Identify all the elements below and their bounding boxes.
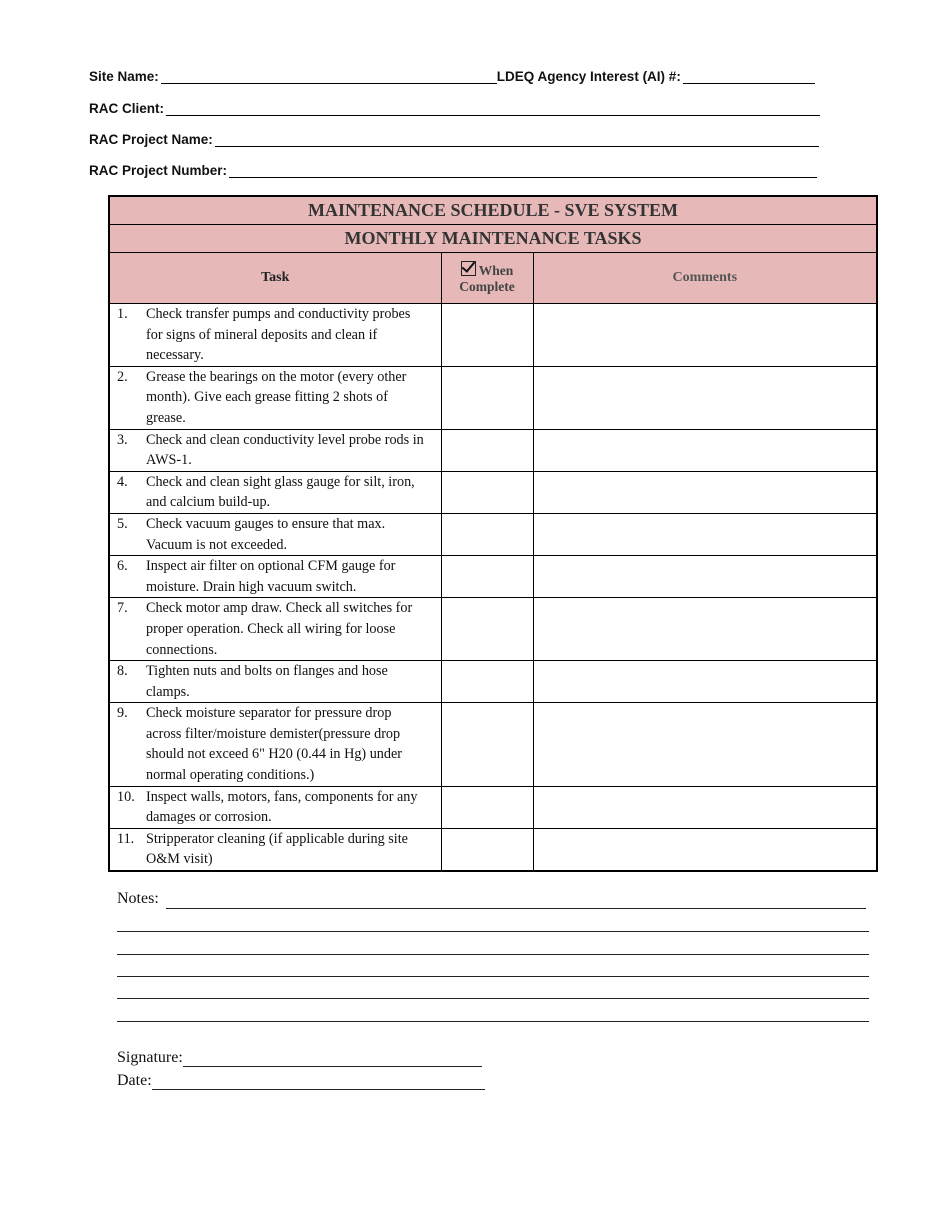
task-number: 3. — [117, 431, 128, 448]
when-complete-cell[interactable] — [441, 471, 533, 513]
signature-label: Signature: — [117, 1049, 183, 1066]
task-cell — [109, 556, 441, 598]
task-text-line: Vacuum is not exceeded. — [146, 536, 288, 553]
task-number: 10. — [117, 788, 135, 805]
when-label: When — [478, 263, 514, 278]
when-complete-column-header — [441, 253, 533, 304]
task-text-line: proper operation. Check all wiring for loose — [146, 620, 396, 637]
table-row — [109, 471, 877, 513]
task-text-line: Check motor amp draw. Check all switches for — [146, 600, 413, 617]
task-text-line: clamps. — [146, 683, 190, 700]
task-text — [146, 304, 437, 366]
task-text-line: grease. — [146, 409, 186, 426]
date-row — [117, 1072, 485, 1090]
table-title: MAINTENANCE SCHEDULE - SVE SYSTEM — [109, 196, 877, 225]
task-text-line: Check transfer pumps and conductivity probes — [146, 306, 411, 322]
task-text-line: connections. — [146, 641, 218, 658]
when-complete-cell[interactable] — [441, 429, 533, 471]
task-number: 7. — [117, 600, 128, 617]
signature-field[interactable] — [183, 1052, 482, 1067]
task-text-line: Inspect walls, motors, fans, components for any — [146, 788, 418, 805]
task-text-line: should not exceed 6" H20 (0.44 in Hg) under — [146, 746, 402, 763]
task-cell — [109, 366, 441, 429]
task-cell — [109, 786, 441, 828]
table-row — [109, 598, 877, 661]
task-number: 2. — [117, 368, 128, 385]
task-text — [146, 703, 437, 785]
task-text — [146, 367, 437, 429]
when-complete-cell[interactable] — [441, 661, 533, 703]
rac-project-number-field[interactable] — [229, 162, 817, 178]
task-text — [146, 430, 437, 471]
task-text-line: Check vacuum gauges to ensure that max. — [146, 515, 386, 532]
checkbox-icon — [461, 261, 476, 276]
table-row — [109, 513, 877, 555]
when-complete-cell[interactable] — [441, 556, 533, 598]
when-complete-cell[interactable] — [441, 598, 533, 661]
comments-cell[interactable] — [533, 304, 877, 367]
notes-line-1[interactable] — [166, 908, 866, 909]
task-text-line: Check moisture separator for pressure drop — [146, 705, 392, 722]
rac-project-number-label: RAC Project Number: — [89, 163, 228, 178]
task-text-line: Check and clean sight glass gauge for silt, iron, — [146, 473, 415, 490]
task-cell — [109, 703, 441, 786]
task-cell — [109, 513, 441, 555]
task-text-line: AWS-1. — [146, 452, 192, 469]
rac-client-label: RAC Client: — [89, 101, 164, 116]
rac-project-number-row — [89, 162, 817, 178]
task-text — [146, 514, 437, 555]
comments-cell[interactable] — [533, 429, 877, 471]
complete-label: Complete — [459, 279, 515, 294]
when-complete-cell[interactable] — [441, 366, 533, 429]
comments-cell[interactable] — [533, 471, 877, 513]
when-complete-cell[interactable] — [441, 513, 533, 555]
task-text-line: necessary. — [146, 347, 204, 364]
table-row — [109, 429, 877, 471]
when-complete-cell[interactable] — [441, 786, 533, 828]
task-text — [146, 472, 437, 513]
task-text-line: for signs of mineral deposits and clean if — [146, 326, 378, 343]
task-cell — [109, 598, 441, 661]
rac-project-name-label: RAC Project Name: — [89, 132, 213, 147]
table-row — [109, 304, 877, 367]
notes-line-5[interactable] — [117, 998, 869, 999]
table-row — [109, 366, 877, 429]
site-name-label: Site Name: — [89, 69, 159, 84]
rac-project-name-field[interactable] — [215, 131, 819, 147]
table-row — [109, 661, 877, 703]
comments-cell[interactable] — [533, 513, 877, 555]
notes-line-6[interactable] — [117, 1021, 869, 1022]
table-subtitle: MONTHLY MAINTENANCE TASKS — [109, 225, 877, 253]
when-complete-cell[interactable] — [441, 828, 533, 871]
rac-client-row — [89, 100, 820, 116]
task-text-line: Stripperator cleaning (if applicable during site — [146, 830, 408, 847]
task-text-line: Tighten nuts and bolts on flanges and hose — [146, 663, 388, 680]
rac-project-name-row — [89, 131, 819, 147]
maintenance-table — [108, 195, 878, 872]
task-text-line: month). Give each grease fitting 2 shots of — [146, 389, 388, 406]
task-text-line: Check and clean conductivity level probe rods in — [146, 431, 424, 448]
comments-cell[interactable] — [533, 786, 877, 828]
table-row — [109, 703, 877, 786]
table-row — [109, 828, 877, 871]
task-text-line: across filter/moisture demister(pressure drop — [146, 725, 401, 742]
task-text-line: normal operating conditions.) — [146, 767, 315, 784]
task-number: 1. — [117, 306, 128, 322]
task-text-line: O&M visit) — [146, 851, 213, 868]
comments-cell[interactable] — [533, 661, 877, 703]
when-complete-cell[interactable] — [441, 703, 533, 786]
task-text — [146, 787, 437, 828]
task-text — [146, 598, 437, 660]
comments-cell[interactable] — [533, 556, 877, 598]
task-column-header: Task — [109, 253, 441, 304]
signature-row — [117, 1049, 482, 1067]
task-number: 9. — [117, 705, 128, 722]
task-cell — [109, 661, 441, 703]
task-list — [109, 304, 877, 872]
task-number: 5. — [117, 515, 128, 532]
date-label: Date: — [117, 1072, 152, 1089]
date-field[interactable] — [152, 1075, 485, 1090]
rac-client-field[interactable] — [166, 100, 820, 116]
task-text-line: damages or corrosion. — [146, 809, 272, 826]
task-cell — [109, 429, 441, 471]
task-number: 6. — [117, 558, 128, 575]
comments-cell[interactable] — [533, 366, 877, 429]
table-row — [109, 786, 877, 828]
notes-line-4[interactable] — [117, 976, 869, 977]
task-cell — [109, 828, 441, 871]
task-number: 11. — [117, 830, 135, 847]
comments-cell[interactable] — [533, 598, 877, 661]
task-cell — [109, 471, 441, 513]
task-text-line: Inspect air filter on optional CFM gauge for — [146, 558, 396, 575]
task-text — [146, 556, 437, 597]
table-row — [109, 556, 877, 598]
task-number: 4. — [117, 473, 128, 490]
ldeq-ai-field[interactable] — [683, 68, 815, 84]
notes-line-2[interactable] — [117, 931, 869, 932]
task-text — [146, 829, 437, 870]
ldeq-ai-label: LDEQ Agency Interest (AI) #: — [496, 69, 681, 84]
task-cell — [109, 304, 441, 367]
task-text-line: moisture. Drain high vacuum switch. — [146, 578, 357, 595]
comments-cell[interactable] — [533, 703, 877, 786]
comments-column-header: Comments — [533, 253, 877, 304]
task-number: 8. — [117, 663, 128, 680]
notes-label: Notes: — [117, 890, 159, 907]
when-complete-cell[interactable] — [441, 304, 533, 367]
task-text-line: and calcium build-up. — [146, 494, 271, 511]
site-name-field[interactable] — [161, 68, 497, 84]
notes-line-3[interactable] — [117, 954, 869, 955]
task-text — [146, 661, 437, 702]
site-name-row — [89, 68, 815, 84]
comments-cell[interactable] — [533, 828, 877, 871]
task-text-line: Grease the bearings on the motor (every other — [146, 368, 407, 385]
